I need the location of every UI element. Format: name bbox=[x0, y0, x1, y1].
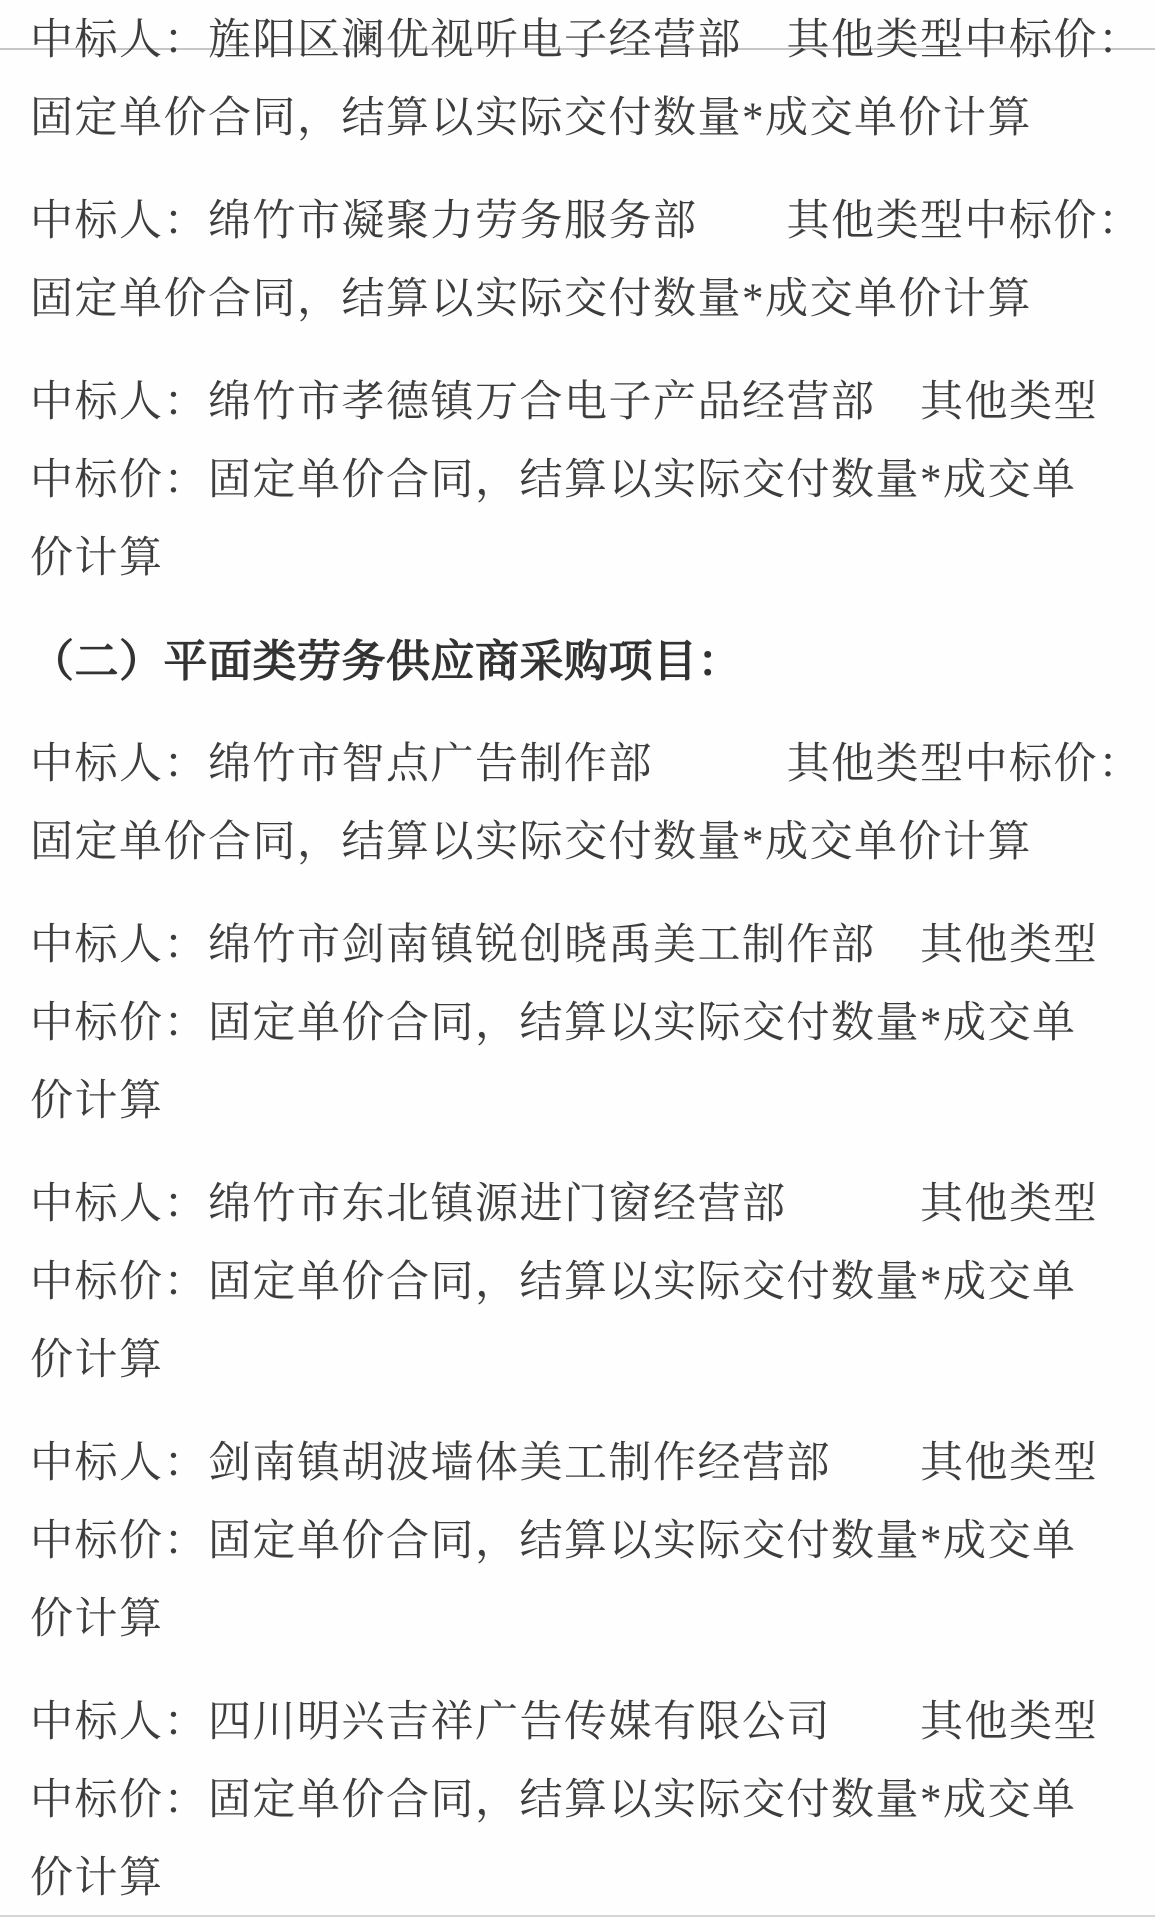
text-line: 中标价：固定单价合同，结算以实际交付数量*成交单 bbox=[30, 1518, 1077, 1565]
text-line: 中标人：旌阳区澜优视听电子经营部 其他类型中标价： bbox=[30, 17, 1143, 64]
text-line: 固定单价合同，结算以实际交付数量*成交单价计算 bbox=[30, 819, 1032, 866]
text-line: 中标价：固定单价合同，结算以实际交付数量*成交单 bbox=[30, 457, 1077, 504]
text-line: 中标人：绵竹市凝聚力劳务服务部 其他类型中标价： bbox=[30, 198, 1143, 245]
bid-entry-lanyou bbox=[30, 2, 1143, 158]
bid-entry-ningjuli bbox=[30, 183, 1143, 339]
text-line: 固定单价合同，结算以实际交付数量*成交单价计算 bbox=[30, 276, 1032, 323]
bid-entry-zhidian bbox=[30, 726, 1143, 882]
text-line: 中标人：绵竹市东北镇源进门窗经营部 其他类型 bbox=[30, 1181, 1098, 1228]
text-line: 中标人：绵竹市剑南镇锐创晓禹美工制作部 其他类型 bbox=[30, 922, 1098, 969]
text-line: 价计算 bbox=[30, 1855, 164, 1902]
text-line: 价计算 bbox=[30, 1596, 164, 1643]
text-line: 价计算 bbox=[30, 535, 164, 582]
bid-entry-ruichuang bbox=[30, 907, 1131, 1141]
bid-entry-wanhe bbox=[30, 364, 1131, 598]
text-line: 中标人：剑南镇胡波墙体美工制作经营部 其他类型 bbox=[30, 1440, 1098, 1487]
text-line: 中标价：固定单价合同，结算以实际交付数量*成交单 bbox=[30, 1259, 1077, 1306]
page-divider-bottom bbox=[0, 1915, 1155, 1917]
text-line: 中标人：四川明兴吉祥广告传媒有限公司 其他类型 bbox=[30, 1699, 1098, 1746]
section-heading-2 bbox=[30, 623, 1131, 701]
text-line: 中标人：绵竹市孝德镇万合电子产品经营部 其他类型 bbox=[30, 379, 1098, 426]
text-line: 价计算 bbox=[30, 1078, 164, 1125]
text-line: 中标人：绵竹市智点广告制作部 其他类型中标价： bbox=[30, 741, 1143, 788]
bid-entry-mingxing bbox=[30, 1684, 1131, 1918]
heading-text: （二）平面类劳务供应商采购项目： bbox=[30, 637, 742, 686]
bid-entry-hubo bbox=[30, 1425, 1131, 1659]
bid-entry-yuanjin bbox=[30, 1166, 1131, 1400]
text-line: 中标价：固定单价合同，结算以实际交付数量*成交单 bbox=[30, 1000, 1077, 1047]
text-line: 固定单价合同，结算以实际交付数量*成交单价计算 bbox=[30, 95, 1032, 142]
text-line: 中标价：固定单价合同，结算以实际交付数量*成交单 bbox=[30, 1777, 1077, 1824]
text-line: 价计算 bbox=[30, 1337, 164, 1384]
document-content bbox=[30, 2, 1143, 1919]
